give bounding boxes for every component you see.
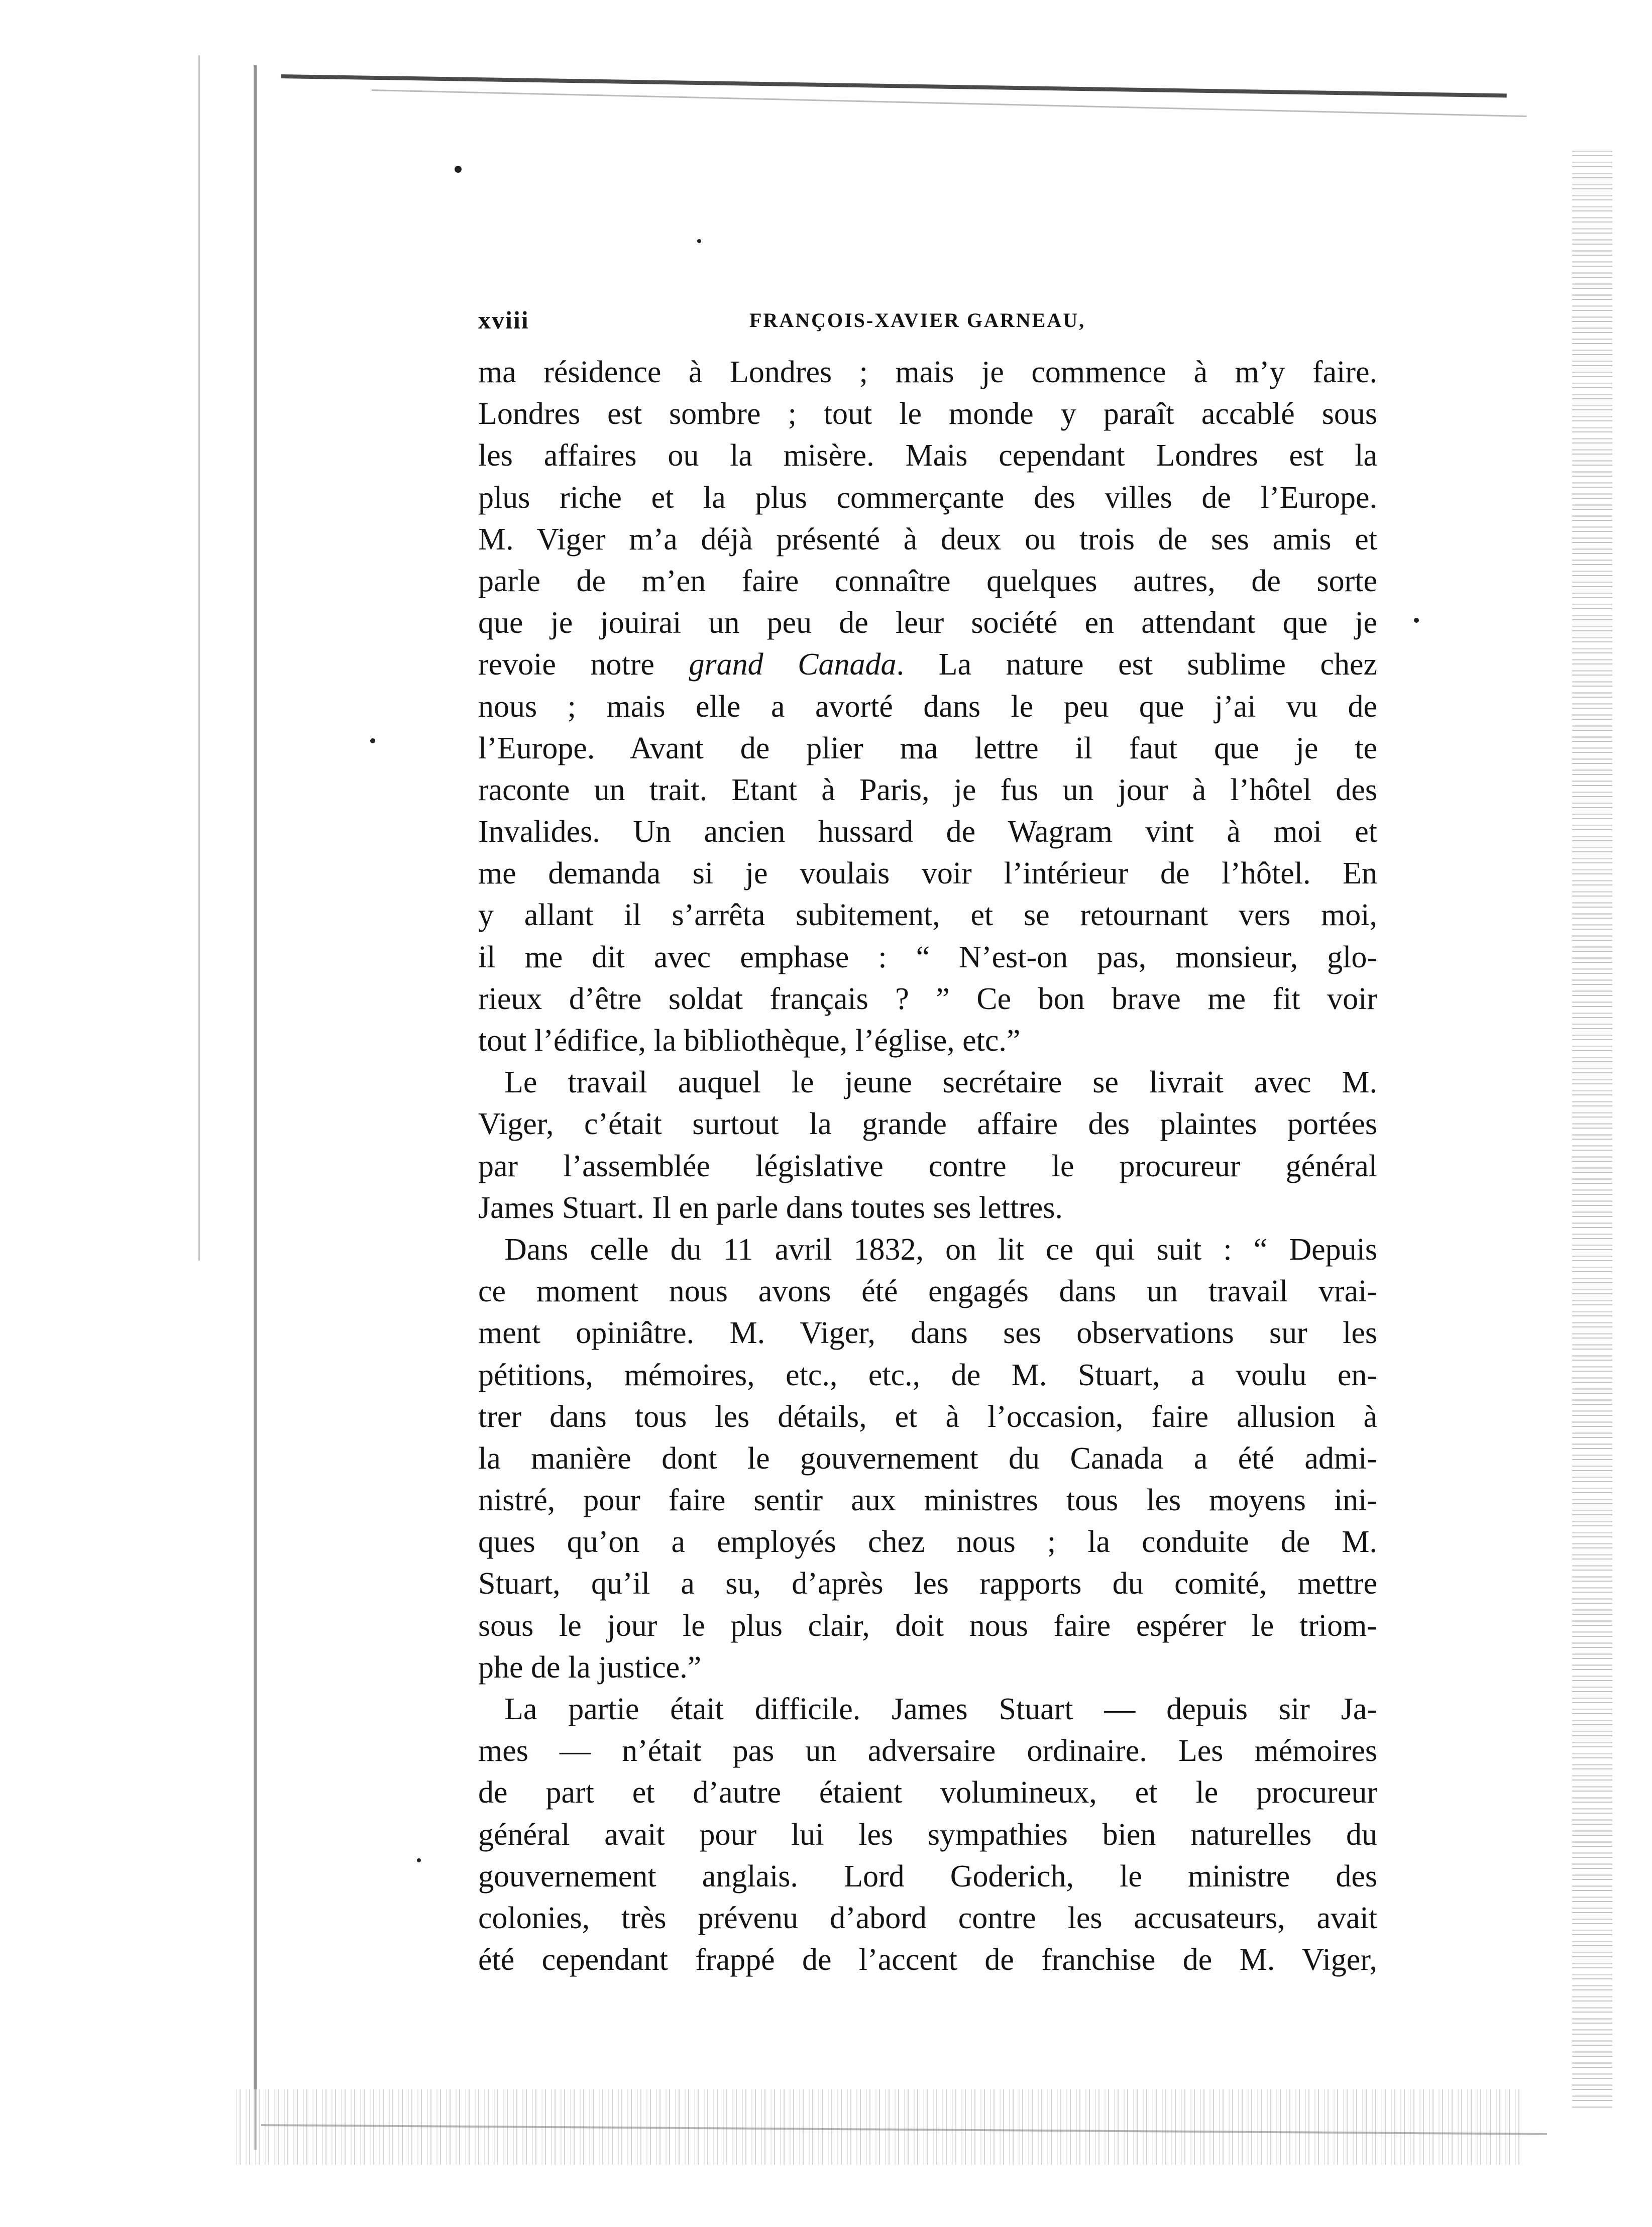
scan-speck [455, 166, 462, 173]
text-line: par l’assemblée législative contre le procureur général [478, 1149, 1377, 1183]
text-line: revoie notre grand Canada. La nature est sublime chez [478, 647, 1377, 682]
running-title: FRANÇOIS-XAVIER GARNEAU, [749, 309, 1086, 331]
text-line: Dans celle du 11 avril 1832, on lit ce qui suit : “ Depuis [504, 1232, 1377, 1267]
text-line: il me dit avec emphase : “ N’est-on pas, monsieur, glo- [478, 940, 1377, 974]
text-line: plus riche et la plus commerçante des villes de l’Europe. [478, 480, 1377, 515]
scan-speck [1414, 618, 1419, 623]
text-line: me demanda si je voulais voir l’intérieur de l’hôtel. En [478, 856, 1377, 891]
page-number: xviii [478, 306, 529, 334]
text-line: pétitions, mémoires, etc., etc., de M. Stuart, a voulu en- [478, 1358, 1377, 1392]
text-line: que je jouirai un peu de leur société en attendant que je [478, 606, 1377, 640]
text-line: l’Europe. Avant de plier ma lettre il faut que je te [478, 731, 1377, 765]
text-line: trer dans tous les détails, et à l’occasion, faire allusion à [478, 1399, 1377, 1434]
page-edge-right-noise [1572, 151, 1612, 2109]
text-line: Le travail auquel le jeune secrétaire se livrait avec M. [504, 1065, 1377, 1100]
text-line: y allant il s’arrêta subitement, et se retournant vers moi, [478, 898, 1377, 933]
text-line: sous le jour le plus clair, doit nous faire espérer le triom- [478, 1608, 1377, 1643]
text-line: de part et d’autre étaient volumineux, et le procureur [478, 1775, 1377, 1810]
text-line: ques qu’on a employés chez nous ; la conduite de M. [478, 1525, 1377, 1560]
text-line: les affaires ou la misère. Mais cependant Londres est la [478, 438, 1377, 473]
text-line: nistré, pour faire sentir aux ministres tous les moyens ini- [478, 1483, 1377, 1518]
text-line: tout l’édifice, la bibliothèque, l’église, etc.” [478, 1024, 1021, 1058]
page-border-left-shadow [198, 55, 200, 1261]
text-line: Viger, c’était surtout la grande affaire des plaintes portées [478, 1107, 1377, 1142]
text-line: gouvernement anglais. Lord Goderich, le ministre des [478, 1859, 1377, 1894]
text-line: M. Viger m’a déjà présenté à deux ou trois de ses amis et [478, 522, 1377, 556]
text-line: La partie était difficile. James Stuart — depuis sir Ja- [504, 1692, 1377, 1726]
text-line: rieux d’être soldat français ? ” Ce bon brave me fit voir [478, 981, 1377, 1016]
text-line: parle de m’en faire connaître quelques autres, de sorte [478, 564, 1377, 598]
page-header [478, 305, 1377, 336]
text-line: la manière dont le gouvernement du Canada a été admi- [478, 1441, 1377, 1476]
scan-speck [417, 1858, 421, 1862]
text-line: Londres est sombre ; tout le monde y paraît accablé sous [478, 397, 1377, 431]
text-line: général avait pour lui les sympathies bien naturelles du [478, 1817, 1377, 1852]
text-line: raconte un trait. Etant à Paris, je fus un jour à l’hôtel des [478, 772, 1377, 807]
text-line: nous ; mais elle a avorté dans le peu que j’ai vu de [478, 689, 1377, 724]
scan-speck [370, 738, 375, 743]
body-text [478, 352, 1377, 1981]
text-line: Invalides. Un ancien hussard de Wagram vint à moi et [478, 815, 1377, 849]
text-line: James Stuart. Il en parle dans toutes ses lettres. [478, 1190, 1063, 1225]
text-line: Stuart, qu’il a su, d’après les rapports du comité, mettre [478, 1567, 1377, 1601]
text-line: mes — n’était pas un adversaire ordinaire. Les mémoires [478, 1734, 1377, 1768]
text-line: ce moment nous avons été engagés dans un travail vrai- [478, 1274, 1377, 1309]
italic-title: grand Canada [689, 647, 897, 682]
text-line: été cependant frappé de l’accent de franchise de M. Viger, [478, 1943, 1377, 1977]
text-line: ment opiniâtre. M. Viger, dans ses observations sur les [478, 1316, 1377, 1351]
text-line: phe de la justice.” [478, 1650, 702, 1685]
scan-speck [697, 239, 701, 243]
text-line: ma résidence à Londres ; mais je commence à m’y faire. [478, 355, 1377, 389]
page-border-top [281, 74, 1507, 97]
text-line: colonies, très prévenu d’abord contre les accusateurs, avait [478, 1901, 1377, 1935]
page-border-left [254, 65, 257, 2150]
